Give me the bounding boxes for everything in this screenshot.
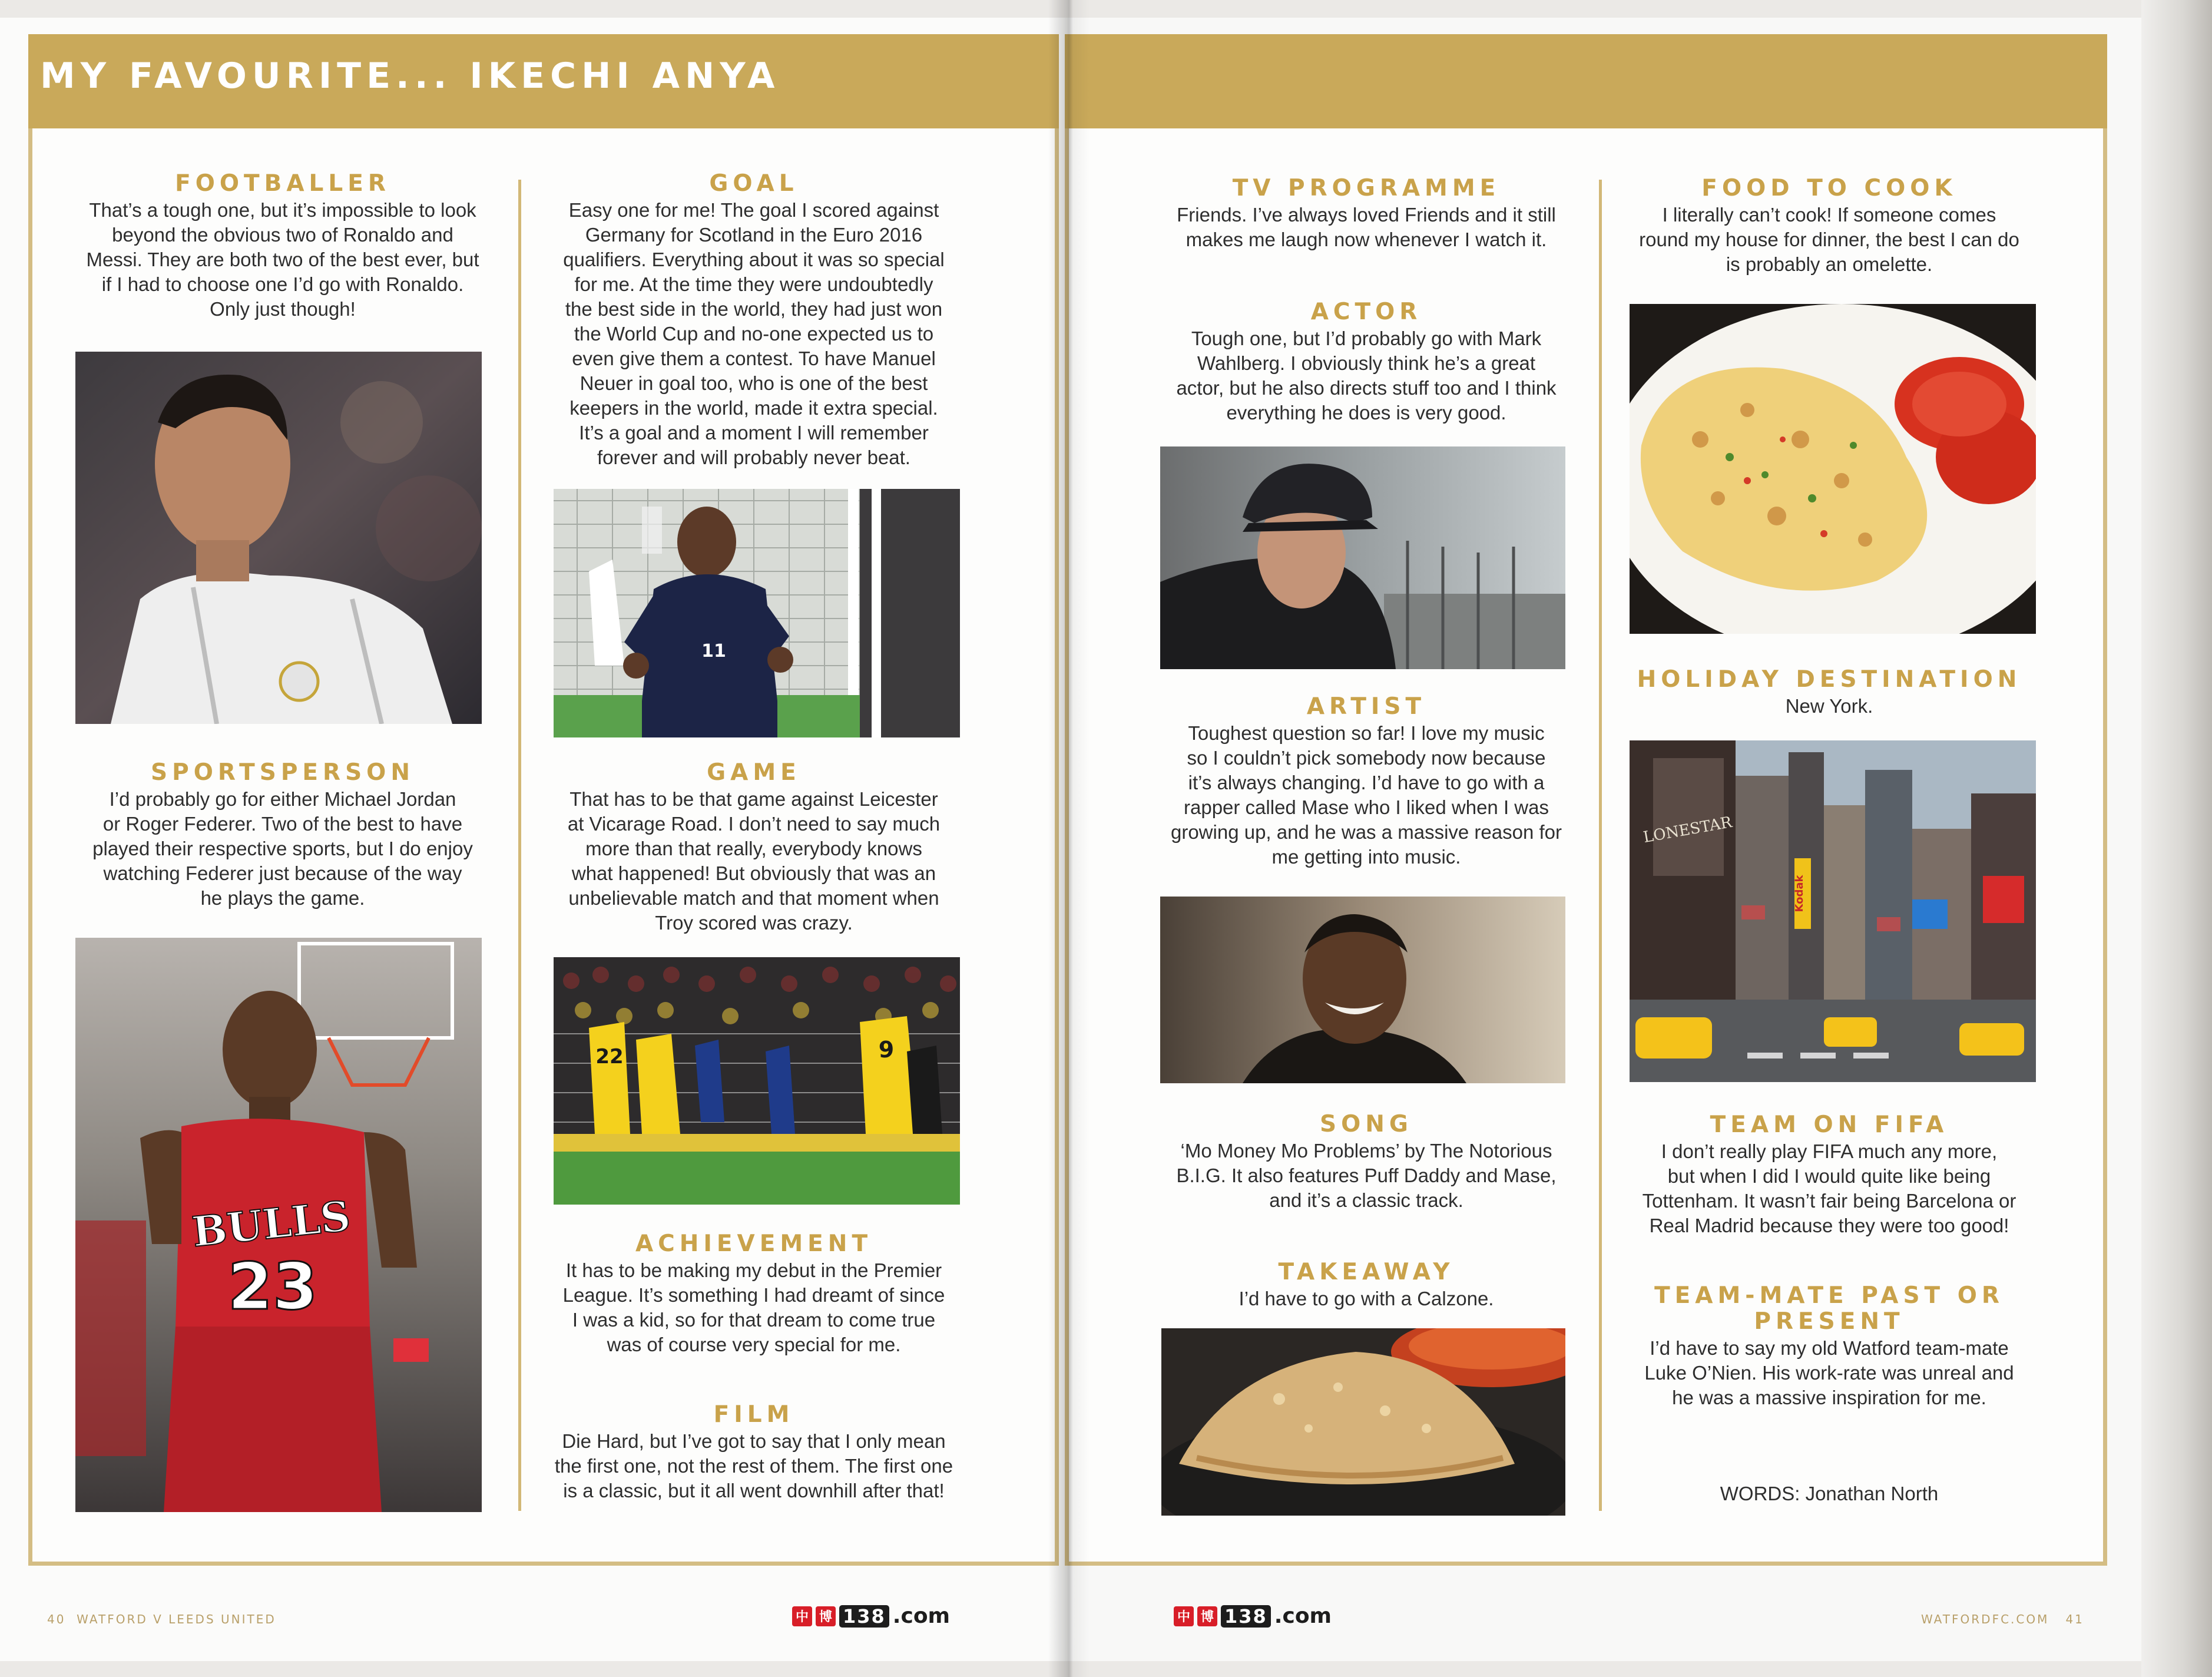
section-heading: ACHIEVEMENT bbox=[635, 1231, 873, 1257]
text-line: is a classic, but it all went downhill after that! bbox=[563, 1480, 945, 1501]
section-heading: ACTOR bbox=[1310, 299, 1422, 325]
text-line: actor, but he also directs stuff too and I think bbox=[1176, 377, 1557, 399]
sponsor-logo-left bbox=[792, 1604, 950, 1628]
credit-text: WORDS: Jonathan North bbox=[1720, 1483, 1939, 1504]
section-heading: SPORTSPERSON bbox=[151, 759, 415, 786]
section-body bbox=[1148, 326, 1584, 425]
section-team-on-fifa bbox=[1611, 1112, 2047, 1238]
text-line: I was a kid, so for that dream to come true bbox=[572, 1309, 936, 1331]
text-line: watching Federer just because of the way bbox=[103, 862, 462, 884]
page-edge bbox=[2141, 0, 2212, 1677]
text-line: forever and will probably never beat. bbox=[597, 446, 910, 468]
text-line: round my house for dinner, the best I can do bbox=[1639, 229, 2019, 250]
text-line: I don’t really play FIFA much any more, bbox=[1661, 1140, 1998, 1162]
sponsor-logo-char: 中 bbox=[792, 1606, 812, 1626]
section-actor bbox=[1148, 299, 1584, 425]
text-line: it’s always changing. I’d have to go with a bbox=[1188, 772, 1545, 793]
section-footballer bbox=[65, 171, 501, 322]
jersey-number: 9 bbox=[878, 1037, 895, 1063]
section-body bbox=[65, 787, 501, 911]
section-heading: ARTIST bbox=[1306, 693, 1426, 720]
text-line: League. It’s something I had dreamt of since bbox=[562, 1284, 945, 1306]
text-line: is probably an omelette. bbox=[1726, 253, 1933, 275]
page-number-left: 40 bbox=[47, 1612, 66, 1626]
text-line: That’s a tough one, but it’s impossible to look bbox=[89, 199, 476, 221]
text-line: Toughest question so far! I love my music bbox=[1188, 722, 1545, 744]
text-line: what happened! But obviously that was an bbox=[571, 862, 936, 884]
text-line: New York. bbox=[1785, 695, 1873, 717]
sponsor-logo-char: 博 bbox=[816, 1606, 836, 1626]
new-york-photo bbox=[1630, 740, 2036, 1082]
text-line: but when I did I would quite like being bbox=[1667, 1165, 1991, 1187]
section-body bbox=[536, 787, 972, 935]
sponsor-logo-number: 138 bbox=[839, 1605, 889, 1628]
text-line: was of course very special for me. bbox=[607, 1334, 901, 1355]
bulls-jersey-text: BULLS bbox=[190, 1191, 353, 1256]
text-line: It’s a goal and a moment I will remember bbox=[579, 422, 929, 444]
section-heading: FOOTBALLER bbox=[175, 170, 390, 197]
text-line: I’d have to say my old Watford team-mate bbox=[1650, 1337, 2009, 1359]
footer-right bbox=[1921, 1612, 2084, 1626]
text-line: everything he does is very good. bbox=[1226, 402, 1506, 424]
section-heading: FILM bbox=[713, 1401, 794, 1428]
text-line: ‘Mo Money Mo Problems’ by The Notorious bbox=[1180, 1140, 1552, 1162]
text-line: makes me laugh now whenever I watch it. bbox=[1186, 229, 1547, 250]
text-line: It has to be making my debut in the Premier bbox=[565, 1259, 942, 1281]
text-line: the World Cup and no-one expected us to bbox=[574, 323, 934, 345]
section-body bbox=[1611, 203, 2047, 277]
section-heading: TV PROGRAMME bbox=[1232, 175, 1501, 201]
text-line: I literally can’t cook! If someone comes bbox=[1662, 204, 1996, 226]
text-line: Luke O’Nien. His work-rate was unreal and bbox=[1644, 1362, 2014, 1384]
column-divider-right bbox=[1599, 180, 1602, 1511]
goal-celebration-photo bbox=[554, 489, 960, 737]
section-body bbox=[536, 1429, 972, 1503]
text-line: beyond the obvious two of Ronaldo and bbox=[112, 224, 453, 246]
match-action-photo bbox=[554, 957, 960, 1205]
section-artist bbox=[1148, 694, 1584, 869]
text-line: he plays the game. bbox=[200, 887, 365, 909]
text-line: the best side in the world, they had just won bbox=[565, 298, 943, 320]
text-line: Easy one for me! The goal I scored against bbox=[568, 199, 939, 221]
text-line: Die Hard, but I’ve got to say that I only mean bbox=[562, 1430, 946, 1452]
section-body bbox=[65, 198, 501, 322]
text-line: Friends. I’ve always loved Friends and it still bbox=[1177, 204, 1556, 226]
footer-match-text: WATFORD V LEEDS UNITED bbox=[77, 1612, 276, 1626]
text-line: I’d probably go for either Michael Jordan bbox=[109, 788, 456, 810]
section-food-to-cook bbox=[1611, 176, 2047, 277]
sponsor-logo-right bbox=[1174, 1604, 1332, 1628]
section-heading: TEAM ON FIFA bbox=[1710, 1112, 1949, 1138]
omelette-photo bbox=[1630, 304, 2036, 634]
page-number-right: 41 bbox=[2065, 1612, 2084, 1626]
text-line: and it’s a classic track. bbox=[1269, 1189, 1463, 1211]
section-body bbox=[1611, 694, 2047, 719]
section-heading: FOOD TO COOK bbox=[1701, 175, 1957, 201]
heading-line: TEAM-MATE PAST OR bbox=[1654, 1282, 2004, 1309]
text-line: Germany for Scotland in the Euro 2016 bbox=[585, 224, 923, 246]
section-body bbox=[1148, 1286, 1584, 1311]
sponsor-logo-number: 138 bbox=[1221, 1605, 1271, 1628]
text-line: growing up, and he was a massive reason for bbox=[1170, 821, 1562, 843]
section-heading bbox=[1611, 1283, 2047, 1335]
section-song bbox=[1148, 1112, 1584, 1213]
text-line: so I couldn’t pick somebody now because bbox=[1187, 747, 1546, 769]
section-body bbox=[1611, 1336, 2047, 1410]
section-body bbox=[536, 1258, 972, 1357]
sponsor-logo-domain: .com bbox=[1274, 1604, 1332, 1628]
section-film bbox=[536, 1402, 972, 1503]
wahlberg-photo bbox=[1160, 446, 1565, 669]
sponsor-logo-char: 中 bbox=[1174, 1606, 1194, 1626]
text-line: Neuer in goal too, who is one of the best bbox=[580, 372, 928, 394]
header-band-right bbox=[1065, 34, 2107, 128]
section-sportsperson bbox=[65, 760, 501, 911]
text-line: B.I.G. It also features Puff Daddy and Mase, bbox=[1176, 1165, 1557, 1186]
text-line: rapper called Mase who I liked when I was bbox=[1184, 796, 1549, 818]
page-title: MY FAVOURITE... IKECHI ANYA bbox=[40, 55, 780, 97]
text-line: That has to be that game against Leicester bbox=[569, 788, 938, 810]
jersey-number: 22 bbox=[595, 1045, 624, 1069]
heading-line: PRESENT bbox=[1754, 1308, 1905, 1335]
section-tv-programme bbox=[1148, 176, 1584, 252]
section-heading: SONG bbox=[1320, 1111, 1413, 1137]
column-divider-left bbox=[518, 180, 521, 1511]
sponsor-logo-domain: .com bbox=[892, 1604, 951, 1628]
section-heading: GAME bbox=[707, 759, 801, 786]
text-line: or Roger Federer. Two of the best to have bbox=[102, 813, 463, 835]
section-takeaway bbox=[1148, 1259, 1584, 1311]
text-line: Messi. They are both two of the best ever, but bbox=[86, 249, 479, 270]
sponsor-logo-char: 博 bbox=[1197, 1606, 1217, 1626]
section-heading: TAKEAWAY bbox=[1278, 1259, 1455, 1285]
text-line: Wahlberg. I obviously think he’s a great bbox=[1197, 352, 1536, 374]
section-team-mate bbox=[1611, 1283, 2047, 1410]
ronaldo-photo bbox=[75, 352, 482, 724]
section-game bbox=[536, 760, 972, 935]
text-line: I’d have to go with a Calzone. bbox=[1239, 1288, 1494, 1309]
text-line: unbelievable match and that moment when bbox=[568, 887, 939, 909]
mase-photo bbox=[1160, 897, 1565, 1083]
section-body bbox=[1148, 203, 1584, 252]
footer-left bbox=[47, 1612, 276, 1626]
text-line: if I had to choose one I’d go with Ronaldo. bbox=[101, 273, 464, 295]
text-line: played their respective sports, but I do enjoy bbox=[92, 838, 473, 859]
text-line: keepers in the world, made it extra special. bbox=[569, 397, 938, 419]
jersey-number: 23 bbox=[227, 1249, 318, 1324]
billboard-text: LONESTAR bbox=[1641, 813, 1734, 847]
text-line: the first one, not the rest of them. The first one bbox=[554, 1455, 953, 1477]
section-heading: GOAL bbox=[709, 170, 799, 197]
text-line: he was a massive inspiration for me. bbox=[1672, 1387, 1986, 1408]
text-line: Only just though! bbox=[210, 298, 356, 320]
jordan-photo bbox=[75, 938, 482, 1512]
section-body bbox=[1148, 721, 1584, 869]
section-achievement bbox=[536, 1231, 972, 1357]
text-line: for me. At the time they were undoubtedly bbox=[574, 273, 933, 295]
jersey-number: 11 bbox=[701, 641, 726, 661]
section-goal bbox=[536, 171, 972, 470]
text-line: at Vicarage Road. I don’t need to say much bbox=[567, 813, 941, 835]
kodak-sign-text: Kodak bbox=[1793, 875, 1806, 912]
credit bbox=[1611, 1480, 2047, 1506]
section-body bbox=[1611, 1139, 2047, 1238]
text-line: Troy scored was crazy. bbox=[655, 912, 853, 934]
section-heading: HOLIDAY DESTINATION bbox=[1637, 666, 2022, 693]
text-line: me getting into music. bbox=[1271, 846, 1461, 868]
text-line: Real Madrid because they were too good! bbox=[1649, 1215, 2009, 1236]
calzone-photo bbox=[1161, 1328, 1565, 1516]
section-holiday-destination bbox=[1611, 667, 2047, 719]
text-line: even give them a contest. To have Manuel bbox=[572, 348, 936, 369]
text-line: qualifiers. Everything about it was so special bbox=[563, 249, 945, 270]
text-line: Tottenham. It wasn’t fair being Barcelona or bbox=[1642, 1190, 2016, 1212]
text-line: Tough one, but I’d probably go with Mark bbox=[1191, 328, 1542, 349]
section-body bbox=[536, 198, 972, 470]
footer-website-text: WATFORDFC.COM bbox=[1921, 1612, 2049, 1626]
text-line: more than that really, everybody knows bbox=[585, 838, 922, 859]
section-body bbox=[1148, 1139, 1584, 1213]
